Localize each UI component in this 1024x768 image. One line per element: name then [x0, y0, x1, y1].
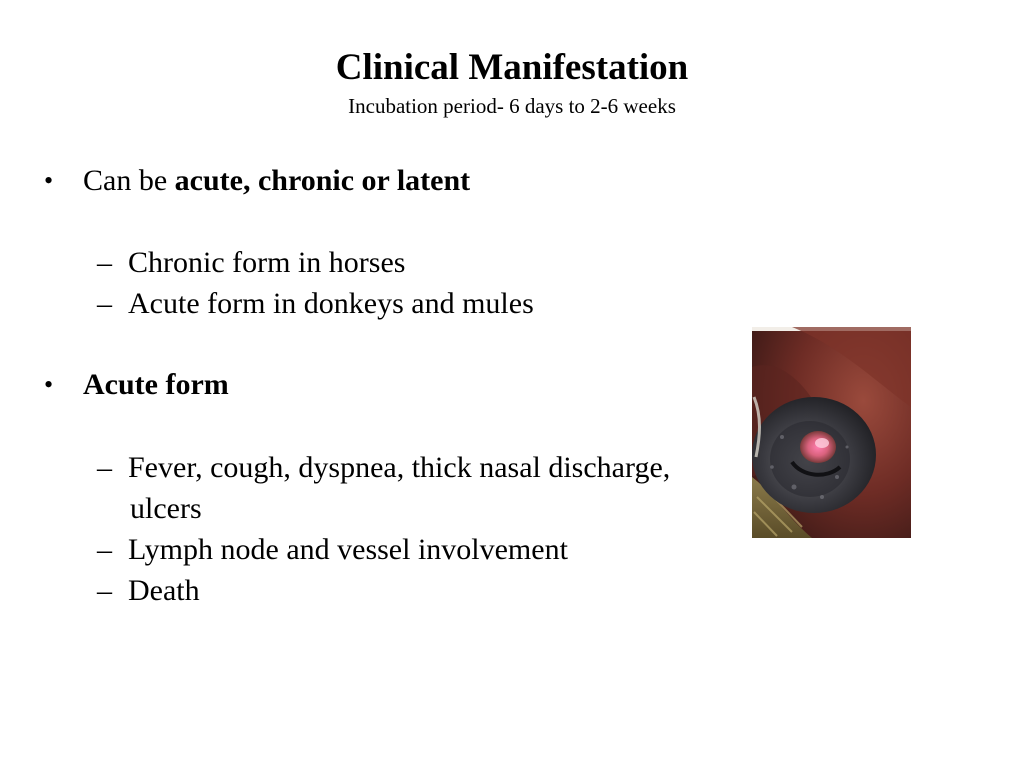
sub-bullet-marker: – — [97, 246, 112, 279]
sub-bullet-text: Lymph node and vessel involvement — [128, 533, 568, 566]
sub-bullet-text: Death — [128, 574, 200, 607]
sub-bullet-marker: – — [97, 533, 112, 566]
sub-bullet-text: Fever, cough, dyspnea, thick nasal discharge, — [128, 451, 671, 484]
bullet-bold-text: acute, chronic or latent — [174, 164, 471, 197]
slide-subtitle: Incubation period- 6 days to 2-6 weeks — [348, 94, 676, 118]
bullet-marker: • — [44, 370, 54, 399]
bullet-text — [83, 367, 229, 403]
sub-bullet-marker: – — [97, 574, 112, 607]
bullet-text — [83, 163, 470, 199]
sub-bullet-continuation: ulcers — [130, 492, 202, 525]
sub-bullet-marker: – — [97, 451, 112, 484]
bullet-marker: • — [44, 166, 54, 195]
bullet-bold-text: Acute form — [83, 368, 229, 401]
slide-title: Clinical Manifestation — [335, 47, 689, 88]
sub-bullet-text: Chronic form in horses — [128, 246, 406, 279]
sub-bullet-marker: – — [97, 287, 112, 320]
sub-bullet-text: Acute form in donkeys and mules — [128, 287, 534, 320]
bullet-prefix: Can be — [83, 164, 175, 197]
horse-nostril-lesion-photo — [752, 327, 911, 538]
